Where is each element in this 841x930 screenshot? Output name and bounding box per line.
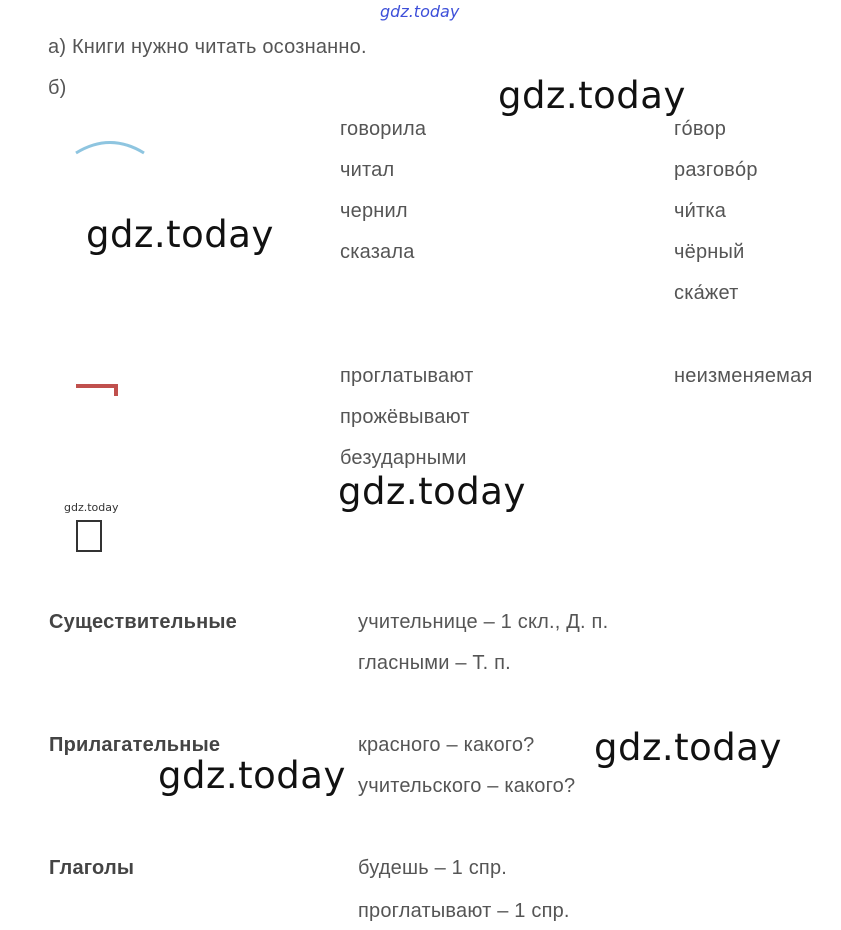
- watermark: gdz.today: [498, 74, 686, 117]
- part-b-label: б): [48, 77, 67, 99]
- word: говорила: [340, 118, 427, 140]
- section-line: учительского – какого?: [358, 775, 576, 797]
- section-line: учительнице – 1 скл., Д. п.: [358, 611, 609, 633]
- root-arc-icon: [74, 138, 146, 158]
- word: чёрный: [674, 241, 745, 263]
- word: чи́тка: [674, 200, 727, 222]
- watermark: gdz.today: [338, 470, 526, 513]
- word: разговóр: [674, 159, 758, 181]
- part-a-text: Книги нужно читать осознанно.: [71, 36, 367, 58]
- part-a-label: а): [48, 36, 67, 58]
- word: ска́жет: [674, 282, 739, 304]
- watermark: gdz.today: [594, 726, 782, 769]
- watermark-small: gdz.today: [64, 501, 119, 514]
- ending-box-icon: [76, 520, 104, 554]
- section-line: проглатывают – 1 спр.: [358, 900, 570, 922]
- word: чернил: [340, 200, 408, 222]
- word: гóвор: [674, 118, 727, 140]
- section-heading: Существительные: [49, 611, 238, 633]
- word: неизменяемая: [674, 365, 813, 387]
- section-line: красного – какого?: [358, 734, 535, 756]
- watermark: gdz.today: [86, 213, 274, 256]
- suffix-mark-icon: [76, 382, 120, 398]
- word: прожёвывают: [340, 406, 470, 428]
- watermark-top: gdz.today: [380, 2, 460, 21]
- part-a: [48, 35, 367, 59]
- word: безударными: [340, 447, 467, 469]
- section-heading: Прилагательные: [49, 734, 221, 756]
- word: сказала: [340, 241, 415, 263]
- watermark: gdz.today: [158, 754, 346, 797]
- section-line: гласными – Т. п.: [358, 652, 511, 674]
- section-heading: Глаголы: [49, 857, 135, 879]
- word: читал: [340, 159, 395, 181]
- word: проглатывают: [340, 365, 474, 387]
- section-line: будешь – 1 спр.: [358, 857, 508, 879]
